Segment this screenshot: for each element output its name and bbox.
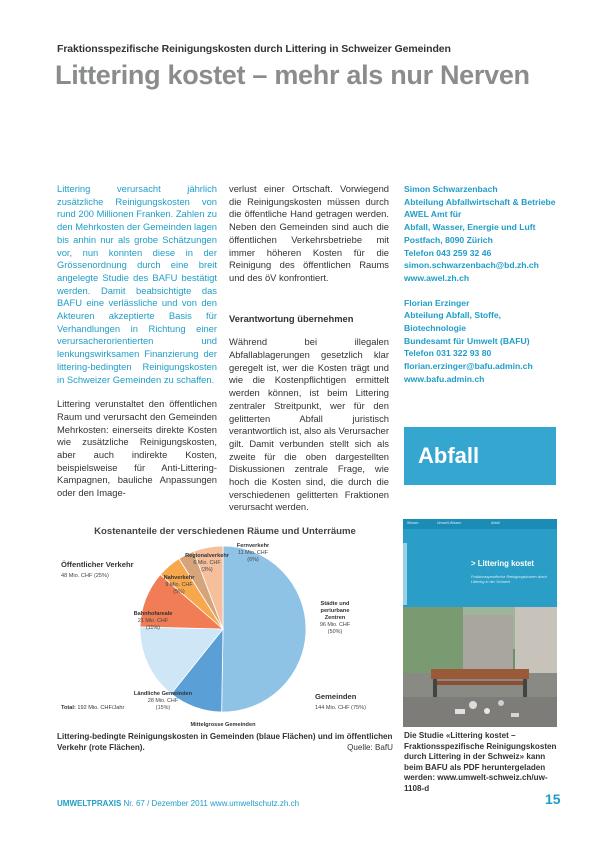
svg-text:9 Mio. CHF: 9 Mio. CHF (165, 582, 193, 588)
cover-strip-item: Umwelt-Wissen (437, 521, 462, 525)
svg-text:Öffentlicher Verkehr: Öffentlicher Verkehr (61, 560, 134, 569)
cover-title: > Littering kostet (471, 559, 535, 568)
svg-text:(5%): (5%) (173, 589, 185, 595)
svg-text:144 Mio. CHF (75%): 144 Mio. CHF (75%) (315, 705, 366, 711)
section-label: Abfall (418, 443, 480, 468)
svg-text:Total: 192 Mio. CHF/Jahr: Total: 192 Mio. CHF/Jahr (61, 705, 125, 711)
contact-line: Abteilung Abfall, Stoffe, Biotechnologie (404, 310, 502, 334)
contact-email-link[interactable]: florian.erzinger@bafu.admin.ch (404, 361, 533, 372)
contact-block-1 (404, 183, 564, 285)
pie-chart (57, 519, 393, 729)
slice-label (320, 601, 351, 635)
contact-line: Bundesamt für Umwelt (BAFU) (404, 335, 530, 346)
svg-text:Fernverkehr: Fernverkehr (236, 543, 270, 549)
contact-name: Florian Erzinger (404, 297, 470, 308)
svg-text:11 Mio. CHF: 11 Mio. CHF (238, 550, 268, 556)
contact-phone: Telefon 031 322 93 80 (404, 348, 492, 359)
chart-total (61, 705, 124, 711)
contact-line: Abfall, Wasser, Energie und Luft (404, 222, 536, 233)
contact-line: Postfach, 8090 Zürich (404, 234, 493, 245)
body-paragraph-3: Während bei illegalen Abfallablagerungen gesetzlich klar geregelt ist, wer die Kosten trägt und wie die Kostenpflichtigen ermittelt werden können, ist beim Littering zentraler Streitpunkt, wer für den gelitterten Abfall juristisch verantwortlich ist, also als Verursacher gilt. Damit verbunden stellt sich als zweite für die oben dargestellten Diskussionen zentrale Frage, wie hoch die Kosten sind, die durch die verschiedenen gelitterten Fraktionen verursacht werden. (229, 336, 389, 513)
cover-subtitle: Fraktionsspezifische Reinigungskosten durch Littering in der Schweiz (471, 575, 548, 584)
svg-text:Mittelgrosse Gemeinden: Mittelgrosse Gemeinden (190, 722, 256, 728)
figure-source: Quelle: BafU (347, 743, 393, 752)
group-label-oev (61, 560, 134, 579)
svg-text:Städte und: Städte und (320, 601, 350, 607)
svg-text:(3%): (3%) (201, 567, 213, 573)
figure-caption: Littering-bedingte Reinigungskosten in Gemeinden (blaue Flächen) und im öffentlichen Verkehr (rote Flächen). (57, 732, 393, 752)
column-2 (229, 183, 389, 514)
page-title: Littering kostet – mehr als nur Nerven (55, 60, 530, 90)
cover-strip-item: Abfall (491, 521, 500, 525)
cover-caption: Die Studie «Littering kostet – Fraktionsspezifische Reinigungskosten durch Littering in der Schweiz» kann beim BAFU als PDF heruntergeladen werden: www.umwelt-schweiz.ch/uw-1108-d (404, 731, 557, 793)
page-number: 15 (545, 791, 561, 807)
svg-text:Regionalverkehr: Regionalverkehr (185, 553, 229, 559)
cover-side-bar (403, 543, 407, 605)
body-paragraph-2: verlust einer Ortschaft. Vorwiegend die Reinigungskosten müssen durch die öffentliche Hand getragen werden. Neben den Gemeinden sind auch die öffentlichen Verkehrsbetriebe mit immer höheren Kosten für die Reinigung des öffentlichen Raums und des öV konfrontiert. (229, 183, 389, 283)
svg-text:Gemeinden: Gemeinden (315, 692, 357, 701)
svg-text:Ländliche Gemeinden: Ländliche Gemeinden (133, 691, 193, 697)
slice-label (191, 722, 257, 729)
footer (57, 799, 299, 808)
column-1 (57, 183, 217, 500)
report-cover-image (403, 519, 557, 727)
svg-text:96 Mio. CHF: 96 Mio. CHF (319, 622, 351, 628)
subheading: Verantwortung übernehmen (229, 312, 354, 324)
pie-slice (222, 546, 306, 712)
svg-text:(6%): (6%) (247, 557, 259, 563)
svg-text:periurbane: periurbane (320, 608, 350, 614)
contact-column (404, 183, 564, 386)
svg-text:(50%): (50%) (327, 629, 343, 635)
group-label-gemeinden (315, 692, 366, 711)
footer-brand: UMWELTPRAXIS (57, 799, 122, 808)
cover-photo (403, 607, 557, 727)
pie-chart-figure (57, 519, 393, 729)
svg-text:(15%): (15%) (155, 705, 171, 711)
lead-paragraph: Littering verursacht jährlich zusätzliche Reinigungskosten von rund 200 Millionen Franken. Zahlen zu den Mehrkosten der Gemeinden lagen bis anhin nur als grobe Schätzungen vor, nun konnten diese in der Grössenordnung durch eine breit angelegte Studie des BAFU bestätigt werden. Damit beabsichtigte das BAFU eine verlässliche und von den Akteuren akzeptierte Basis für Verhandlungen in Richtung einer verursacherorientierten und lenkungswirksamen Finanzierung der littering-bedingten Reinigungskosten in Schweizer Gemeinden zu schaffen. (57, 183, 217, 385)
svg-text:21 Mio. CHF: 21 Mio. CHF (137, 618, 169, 624)
contact-web-link[interactable]: www.bafu.admin.ch (404, 373, 485, 384)
contact-name: Simon Schwarzenbach (404, 184, 498, 194)
kicker: Fraktionsspezifische Reinigungskosten durch Littering in Schweizer Gemeinden (57, 43, 451, 55)
svg-text:Nahverkehr: Nahverkehr (163, 575, 195, 581)
contact-line: AWEL Amt für (404, 209, 462, 220)
contact-block-2 (404, 297, 564, 386)
contact-line: Abteilung Abfallwirtschaft & Betriebe (404, 196, 556, 207)
section-label-box (404, 427, 556, 485)
cover-strip-item: Wissen (407, 521, 419, 525)
svg-text:Bahnhofareale: Bahnhofareale (133, 611, 173, 617)
contact-phone: Telefon 043 259 32 46 (404, 247, 492, 258)
svg-text:28 Mio. CHF: 28 Mio. CHF (147, 698, 179, 704)
contact-email-link[interactable]: simon.schwarzenbach@bd.zh.ch (404, 260, 539, 271)
svg-text:(11%): (11%) (146, 625, 160, 631)
svg-text:48 Mio. CHF (25%): 48 Mio. CHF (25%) (61, 573, 109, 579)
footer-url[interactable]: www.umweltschutz.zh.ch (210, 799, 300, 808)
svg-text:6 Mio. CHF: 6 Mio. CHF (193, 560, 221, 566)
contact-web-link[interactable]: www.awel.zh.ch (404, 272, 470, 283)
footer-issue: Nr. 67 / Dezember 2011 (123, 799, 208, 808)
body-paragraph-1: Littering verunstaltet den öffentlichen Raum und verursacht den Gemeinden Mehrkosten: einerseits direkte Kosten wie zusätzliche Reinigungskosten, aber auch indirekte Kosten, beispielsweise für Anti-Littering-Kampagnen, bauliche Anpassungen oder den Image- (57, 398, 217, 499)
chart-title: Kostenanteile der verschiedenen Räume und Unterräume (94, 526, 356, 537)
svg-text:Zentren: Zentren (324, 615, 346, 621)
cover-strip (403, 519, 557, 529)
